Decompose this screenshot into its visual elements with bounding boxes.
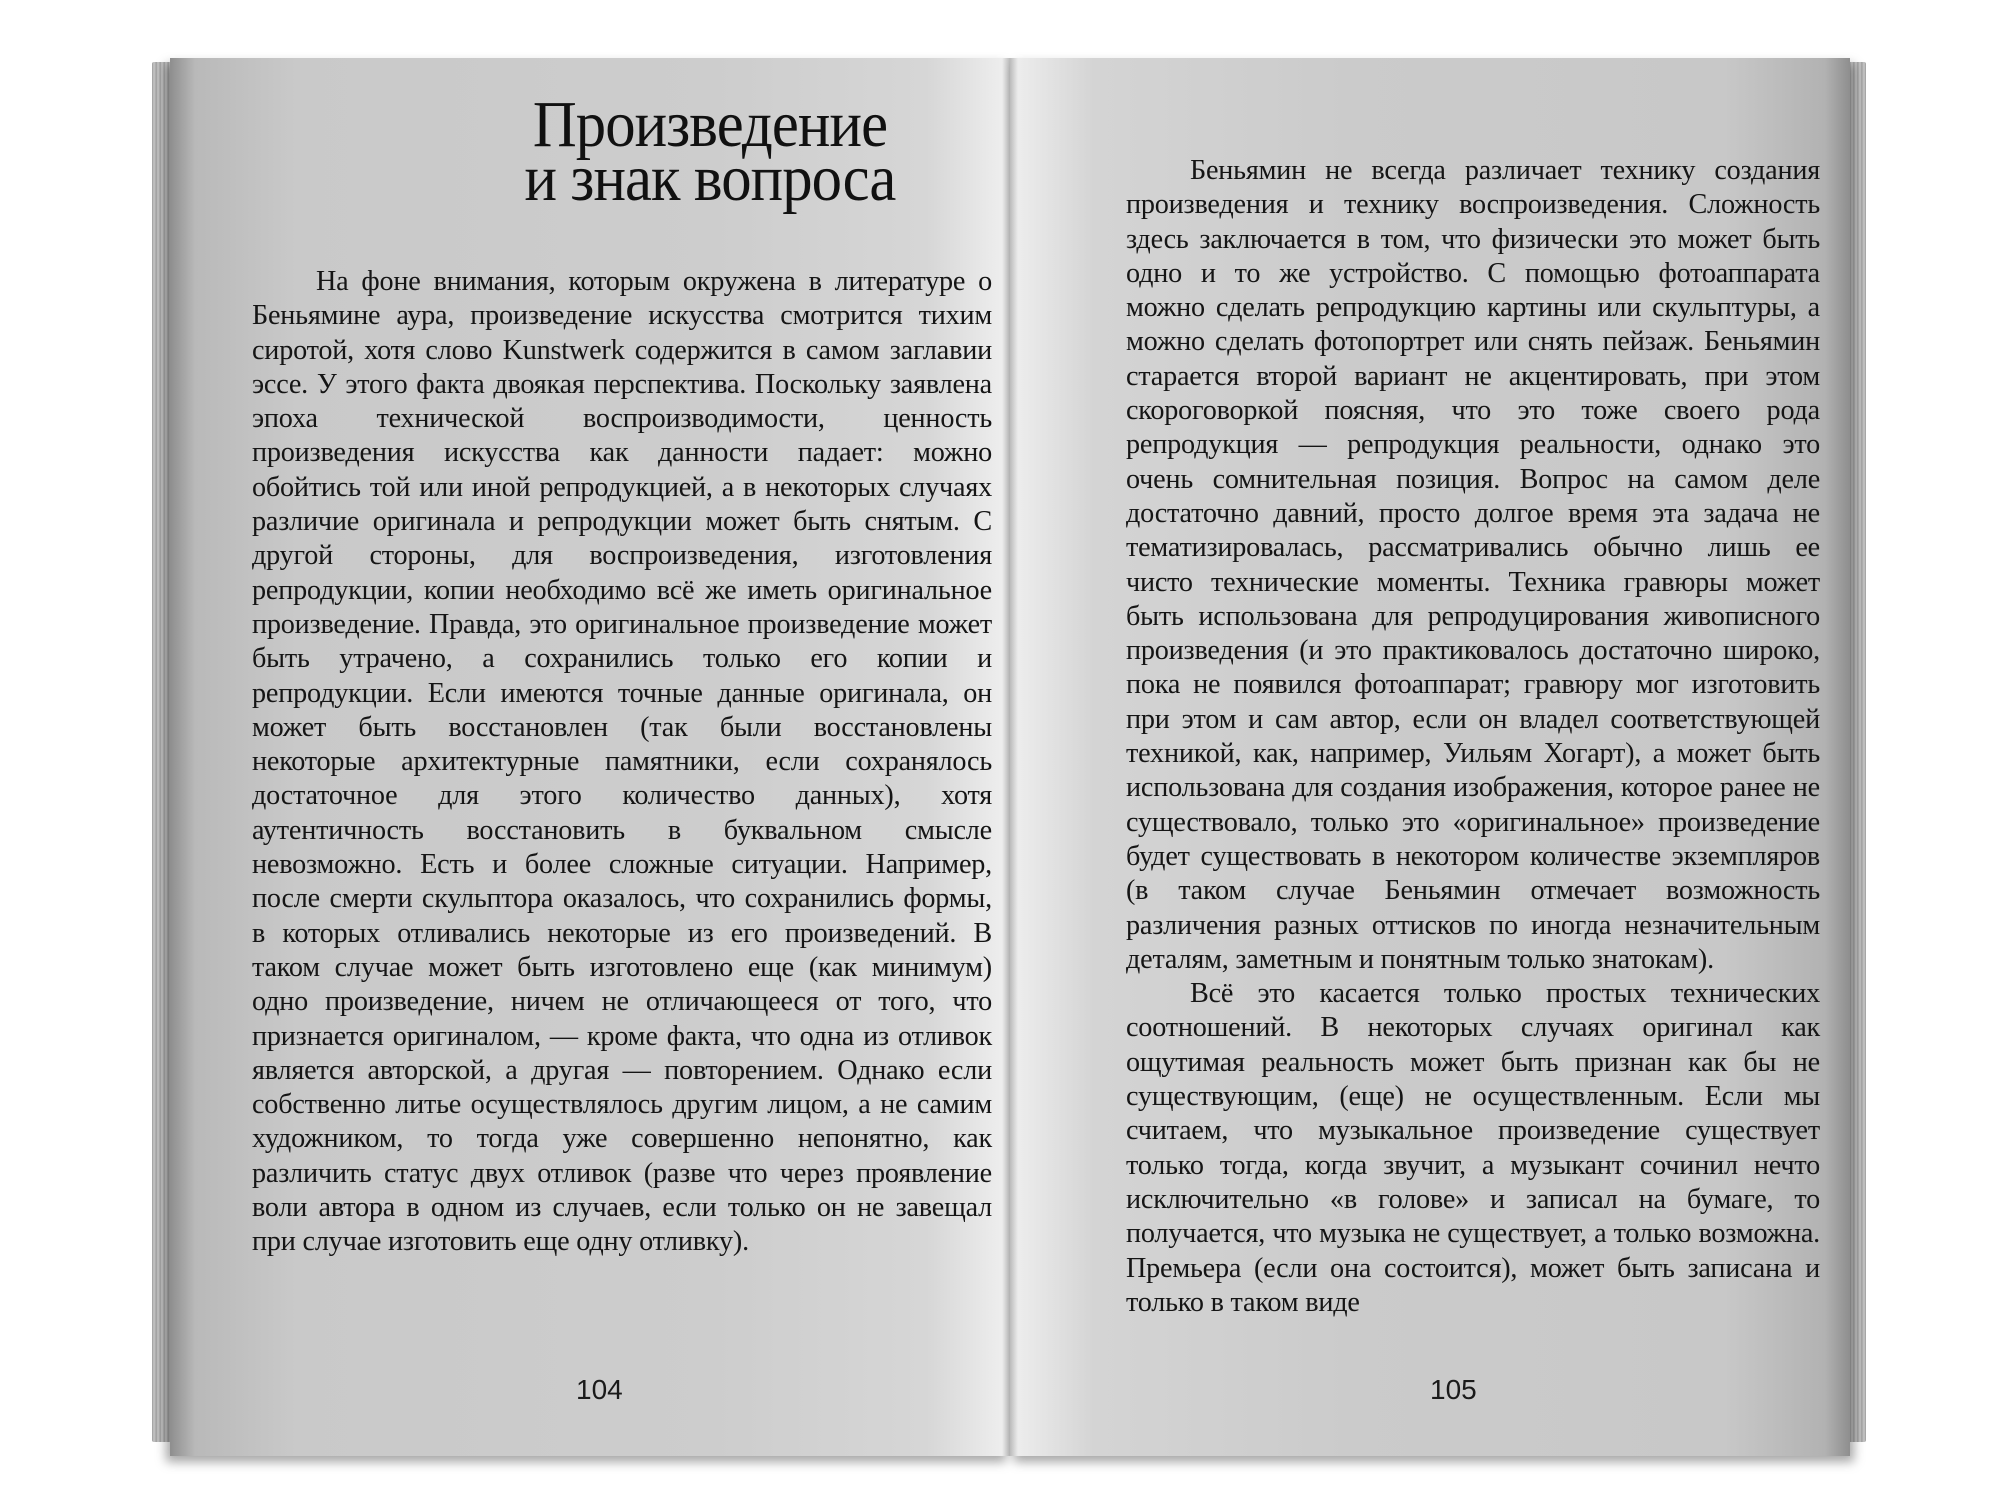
right-paragraph-1: Беньямин не всегда различает технику создания произведения и технику воспроизведения. Сложность здесь заключается в том, что физически это может быть одно и то же устройство. С помощью фотоаппарата можно сделать репродукцию картины или скульптуры, а можно сделать фотопортрет или снять пейзаж. Беньямин старается второй вариант не акцентировать, при этом скороговоркой поясняя, что это тоже своего рода репродукция — репродукция реальности, однако это очень сомнительная позиция. Вопрос на самом деле достаточно давний, просто долгое время эта задача не тематизировалась, рассматривались обычно лишь ее чисто технические моменты. Техника гравюры может быть использована для репродуцирования живописного произведения (и это практиковалось достаточно широко, пока не появился фотоаппарат; гравюру мог изготовить при этом и сам автор, если он владел соответствующей техникой, как, например, Уильям Хогарт), а может быть использована для создания изображения, которое ранее не существовало, только это «оригинальное» произведение будет существовать в некотором количестве экземпляров (в таком случае Беньямин отмечает возможность различения разных оттисков по иногда незначительным деталям, заметным и понятным только знатокам). — [1126, 155, 1820, 975]
left-body-text — [252, 265, 992, 1260]
right-body-text — [1126, 154, 1820, 1320]
left-page-number: 104 — [576, 1374, 623, 1405]
chapter-title-line2: и знак вопроса — [524, 142, 896, 215]
book-spine — [1002, 58, 1018, 1456]
right-page — [1010, 58, 1850, 1456]
left-paragraph: На фоне внимания, которым окружена в литературе о Беньямине аура, произведение искусства смотрится тихим сиротой, хотя слово Kunstwerk содержится в самом заглавии эссе. У этого факта двоякая перспектива. Поскольку заявлена эпоха технической воспроизводимости, ценность произведения искусства как данности падает: можно обойтись той или иной репродукцией, а в некоторых случаях различие оригинала и репродукции может быть снятым. С другой стороны, для воспроизведения, изготовления репродукции, копии необходимо всё же иметь оригинальное произведение. Правда, это оригинальное произведение может быть утрачено, а сохранились только его копии и репродукции. Если имеются точные данные оригинала, он может быть восстановлен (так были восстановлены некоторые архитектурные памятники, если сохранялось достаточное для этого количество данных), хотя аутентичность восстановить в буквальном смысле невозможно. Есть и более сложные ситуации. Например, после смерти скульптора оказалось, что сохранились формы, в которых отливались некоторые из его произведений. В таком случае может быть изготовлено еще (как минимум) одно произведение, ничем не отличающееся от того, что признается оригиналом, — кроме факта, что одна из отливок является авторской, а другая — повторением. Однако если собственно литье осуществлялось другим лицом, а не самим художником, то тогда уже совершенно непонятно, как различить статус двух отливок (разве что через проявление воли автора в одном из случаев, если только он не завещал при случае изготовить еще одну отливку). — [252, 266, 992, 1258]
right-paragraph-2: Всё это касается только простых технических соотношений. В некоторых случаях оригинал как ощутимая реальность может быть признан как бы не существующим, (еще) не осуществленным. Если мы считаем, что музыкальное произведение существует только тогда, когда звучит, а музыкант сочинил нечто исключительно «в голове» и записал на бумаге, то получается, что музыка не существует, а только возможна. Премьера (если она состоится), может быть записана и только в таком виде — [1126, 978, 1820, 1318]
right-page-number: 105 — [1430, 1374, 1477, 1405]
chapter-title-line1: Произведение — [532, 88, 888, 161]
chapter-title — [388, 88, 1032, 215]
left-page — [170, 58, 1010, 1456]
